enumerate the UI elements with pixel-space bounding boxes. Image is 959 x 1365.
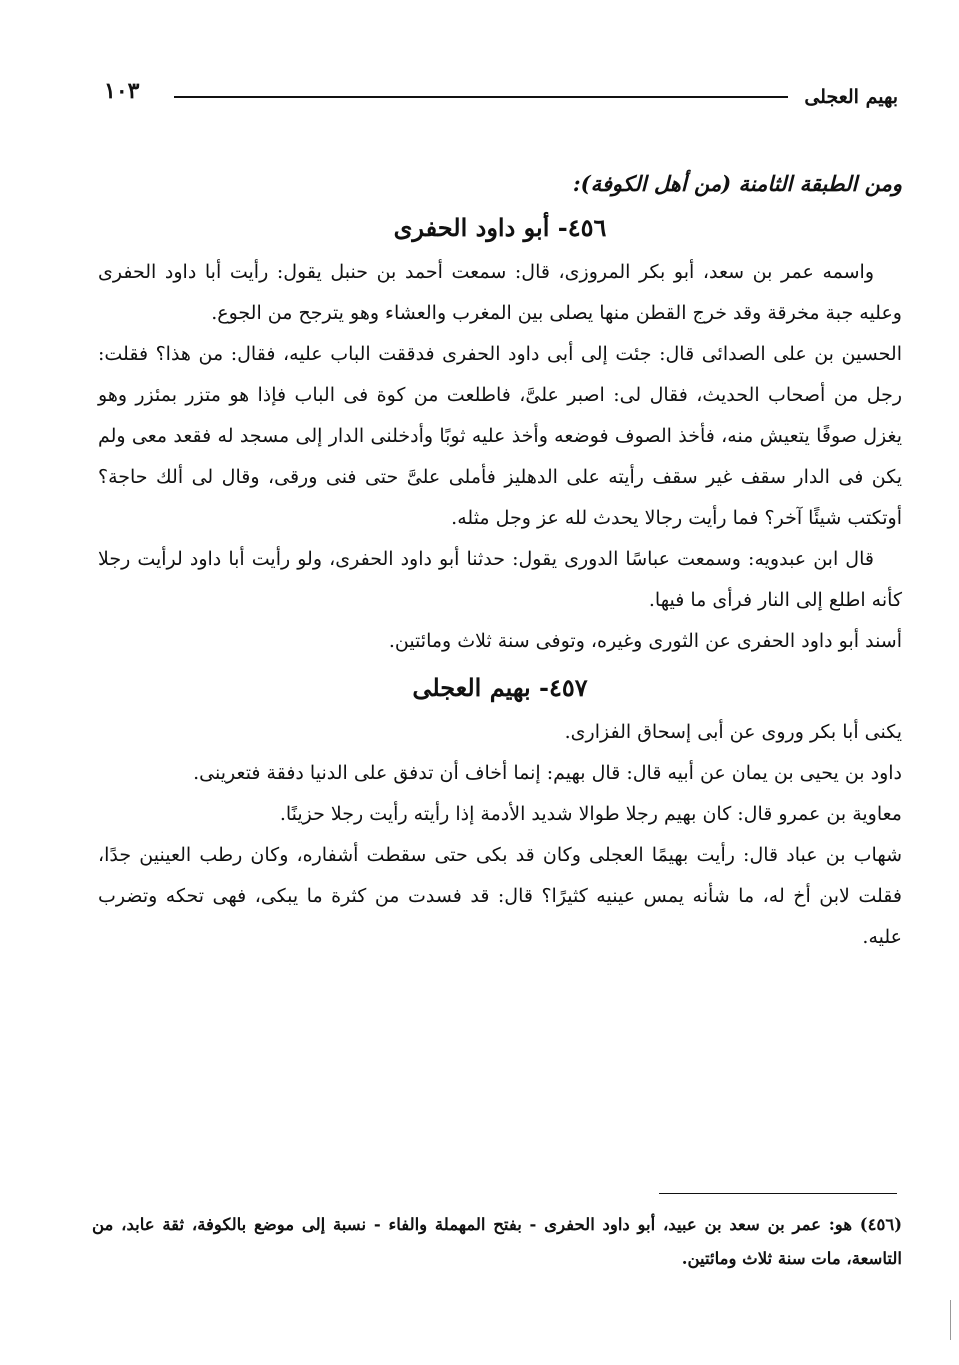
paragraph: واسمه عمر بن سعد، أبو بكر المروزى، قال: سمعت أحمد بن حنبل يقول: رأيت أبا داود الحفرى وعليه جبة مخرقة وقد خرج القطن منها يصلى بين المغرب والعشاء وهو يترجح من الجوع. — [98, 261, 902, 324]
paragraph: شهاب بن عباد قال: رأيت بهيمًا العجلى وكان قد بكى حتى سقطت أشفاره، وكان رطب العينين جدًا، فقلت لابن أخ له، ما شأنه يمس عينيه كثيرًا؟ قال: قد فسدت من كثرة ما يبكى، فهى تحكه وتضرب عليه. — [98, 844, 902, 948]
paragraph: أسند أبو داود الحفرى عن الثورى وغيره، وتوفى سنة ثلاث ومائتين. — [388, 630, 902, 652]
entry-heading: ٤٥٧- بهيم العجلى — [412, 673, 588, 702]
entry-456 — [98, 208, 902, 662]
page-body — [98, 166, 902, 958]
paragraph: قال ابن عبدويه: وسمعت عباسًا الدورى يقول: حدثنا أبو داود الحفرى، ولو رأيت أبا داود لرأيت رجلا كأنه اطلع إلى النار فرأى ما فيها. — [98, 548, 902, 611]
entry-heading: ٤٥٦- أبو داود الحفرى — [393, 213, 607, 242]
entry-457 — [98, 668, 902, 958]
paragraph: يكنى أبا بكر وروى عن أبى إسحاق الفزارى. — [564, 721, 902, 743]
footnote-rule — [659, 1193, 897, 1194]
paragraph: معاوية بن عمرو قال: كان بهيم رجلا طوالا شديد الأدمة إذا رأيته رأيت رجلا حزينًا. — [279, 803, 902, 825]
page-number: ١٠٣ — [104, 78, 140, 104]
paragraph: الحسين بن على الصدائى قال: جئت إلى أبى داود الحفرى فدققت الباب عليه، فقال: من هذا؟ فقلت: رجل من أصحاب الحديث، فقال لى: اصبر علىَّ، فاطلعت من كوة فى الباب فإذا هو متزر بمئزر وهو يغزل صوفًا يتعيش منه، فأخذ الصوف فوضعه وأخذ عليه ثوبًا وأدخلنى الدار إلى مسجد له فقعد معى ولم يكن فى الدار سقف غير سقف رأيته على الدهليز فأملى علىَّ حتى فنى ورقى، وقال لى ألك حاجة؟ أوتكتب شيئًا آخر؟ فما رأيت رجالا يحدث لله عز وجل مثله. — [98, 343, 902, 529]
footnote: (٤٥٦) هو: عمر بن سعد بن عبيد، أبو داود الحفرى - بفتح المهملة والفاء - نسبة إلى موضع بالكوفة، ثقة عابد، من التاسعة، مات سنة ثلاث ومائتين. — [92, 1215, 902, 1268]
running-title: بهيم العجلى — [804, 86, 898, 108]
paragraph: داود بن يحيى بن يمان عن أبيه قال: قال بهيم: إنما أخاف أن تدفق على الدنيا دفقة فتعرينى. — [193, 762, 902, 784]
section-intro: ومن الطبقة الثامنة (من أهل الكوفة): — [572, 171, 902, 196]
running-header — [104, 78, 898, 118]
scan-edge-mark — [950, 1300, 951, 1340]
header-rule — [174, 96, 788, 98]
